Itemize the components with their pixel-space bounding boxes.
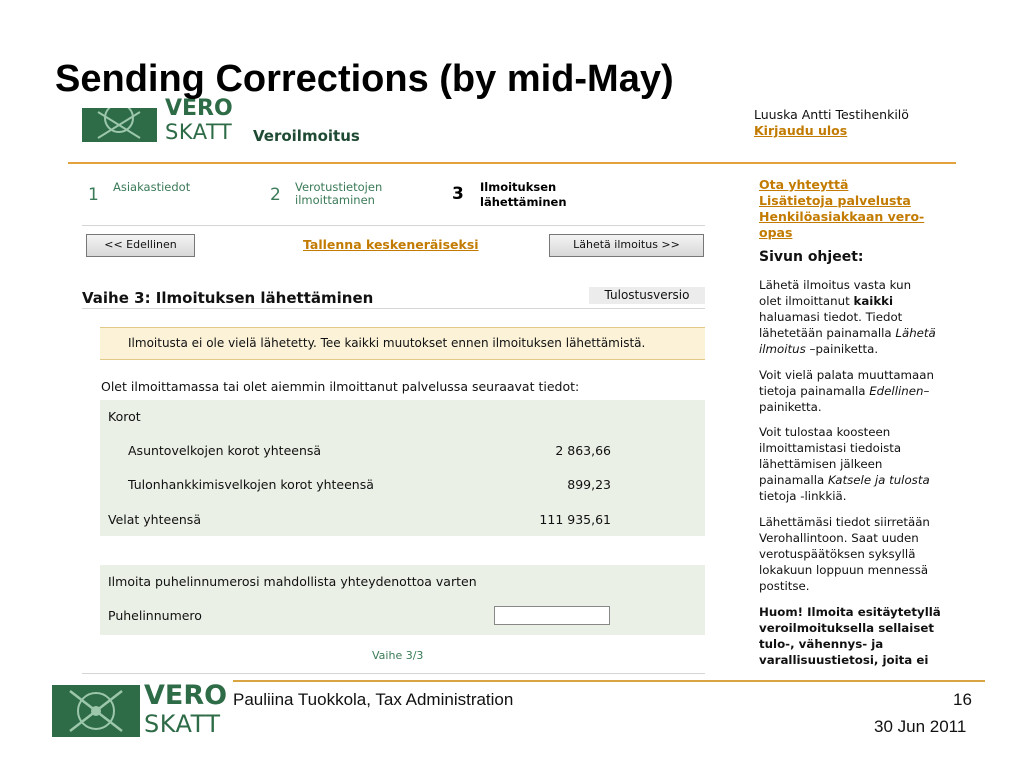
help-text: tietoja painamalla [759, 384, 870, 398]
step-3-label-line1: Ilmoituksen [480, 180, 557, 194]
footer-date: 30 Jun 2011 [874, 717, 967, 736]
help-paragraph-4 [759, 514, 959, 594]
logout-link[interactable]: Kirjaudu ulos [754, 123, 848, 138]
help-paragraph-3 [759, 424, 959, 504]
summary-row-label: Tulonhankkimisvelkojen korot yhteensä [128, 477, 374, 492]
step-1-label: Asiakastiedot [113, 180, 191, 194]
step-2-number: 2 [270, 185, 281, 205]
steps-divider [82, 225, 705, 226]
help-text: lähettämisen jälkeen [759, 457, 883, 471]
summary-row-value: 2 863,66 [555, 443, 611, 458]
tax-guide-link[interactable]: Henkilöasiakkaan vero- [759, 209, 925, 224]
help-text-italic: Katsele ja tulosta [827, 473, 930, 487]
help-text: painamalla [759, 473, 828, 487]
help-text: olet ilmoittanut [759, 294, 854, 308]
emblem-icon [82, 108, 157, 142]
summary-row-label: Asuntovelkojen korot yhteensä [128, 443, 322, 458]
back-button[interactable]: << Edellinen [86, 234, 195, 257]
step-2-label-line2: ilmoittaminen [295, 193, 375, 207]
help-text-italic: ilmoitus [759, 342, 806, 356]
help-text: tietoja -linkkiä. [759, 489, 847, 503]
help-text: postitse. [759, 579, 810, 593]
more-info-link[interactable]: Lisätietoja palvelusta [759, 193, 911, 208]
help-text-bold: kaikki [853, 294, 894, 308]
help-text: verotuspäätöksen syksyllä [759, 547, 916, 561]
header-logo-emblem [82, 108, 157, 142]
header-logo-skatt: SKATT [165, 120, 233, 144]
section-title: Vaihe 3: Ilmoituksen lähettäminen [82, 289, 374, 307]
slide-title: Sending Corrections (by mid-May) [55, 58, 674, 100]
step-3-number: 3 [452, 184, 464, 204]
step-1-number: 1 [88, 185, 99, 205]
help-text: veroilmoituksella sellaiset [759, 621, 934, 635]
step-2-label-line1: Verotustietojen [295, 180, 383, 194]
phone-input[interactable] [494, 606, 610, 625]
summary-total-value: 111 935,61 [539, 512, 611, 527]
help-text [759, 325, 959, 341]
phone-prompt: Ilmoita puhelinnumerosi mahdollista yhteydenottoa varten [108, 574, 477, 589]
help-text: Voit vielä palata muuttamaan [759, 368, 934, 382]
bottom-divider [82, 673, 705, 674]
section-title-divider [82, 308, 705, 309]
tax-guide-link-cont[interactable]: opas [759, 225, 793, 240]
help-text [759, 293, 959, 309]
footer-divider [233, 680, 985, 682]
help-text: Voit tulostaa koosteen [759, 425, 891, 439]
phone-label: Puhelinnumero [108, 608, 202, 623]
step-3-label-line2: lähettäminen [480, 195, 567, 209]
summary-row-value: 899,23 [567, 477, 611, 492]
header-logo-vero: VERO [165, 96, 233, 121]
help-text: Huom! Ilmoita esitäytetyllä [759, 605, 941, 619]
summary-group-label: Korot [108, 409, 141, 424]
summary-intro: Olet ilmoittamassa tai olet aiemmin ilmoittanut palvelussa seuraavat tiedot: [101, 379, 580, 394]
help-text-italic: Lähetä [895, 326, 936, 340]
help-paragraph-2 [759, 367, 959, 415]
help-paragraph-5 [759, 604, 959, 668]
not-sent-notice [100, 327, 705, 360]
send-button[interactable]: Lähetä ilmoitus >> [549, 234, 704, 257]
help-text: haluamasi tiedot. Tiedot [759, 310, 903, 324]
user-name: Luuska Antti Testihenkilö [754, 107, 909, 122]
help-text-italic: Edellinen [869, 384, 924, 398]
footer-logo-vero: VERO [144, 680, 228, 711]
help-text: lähetetään painamalla [759, 326, 896, 340]
help-text [759, 472, 959, 488]
help-text: lokakuun loppuun mennessä [759, 563, 929, 577]
footer-logo-emblem [52, 685, 140, 737]
help-text: painiketta. [759, 400, 822, 414]
help-text [759, 383, 959, 399]
app-title: Veroilmoitus [253, 127, 360, 145]
header-divider [68, 162, 956, 164]
emblem-icon [52, 685, 140, 737]
footer-presenter: Pauliina Tuokkola, Tax Administration [233, 690, 514, 709]
help-text: Lähettämäsi tiedot siirretään [759, 515, 930, 529]
notice-text: Ilmoitusta ei ole vielä lähetetty. Tee kaikki muutokset ennen ilmoituksen lähettämistä. [128, 336, 646, 350]
help-text: –painiketta. [805, 342, 879, 356]
contact-link[interactable]: Ota yhteyttä [759, 177, 849, 192]
help-text: Verohallintoon. Saat uuden [759, 531, 919, 545]
help-text: varallisuustietosi, joita ei [759, 653, 929, 667]
save-draft-link[interactable]: Tallenna keskeneräiseksi [303, 237, 479, 252]
page-number: 16 [953, 690, 972, 709]
sidebar-heading: Sivun ohjeet: [759, 249, 864, 265]
step-indicator: Vaihe 3/3 [372, 649, 424, 662]
print-version-button[interactable]: Tulostusversio [589, 287, 705, 304]
help-text [759, 341, 959, 357]
help-text: ilmoittamistasi tiedoista [759, 441, 902, 455]
help-text: tulo-, vähennys- ja [759, 637, 884, 651]
help-text: – [923, 384, 930, 398]
footer-logo-skatt: SKATT [144, 710, 221, 738]
help-text: Lähetä ilmoitus vasta kun [759, 278, 912, 292]
summary-total-label: Velat yhteensä [108, 512, 201, 527]
help-paragraph-1 [759, 277, 959, 357]
